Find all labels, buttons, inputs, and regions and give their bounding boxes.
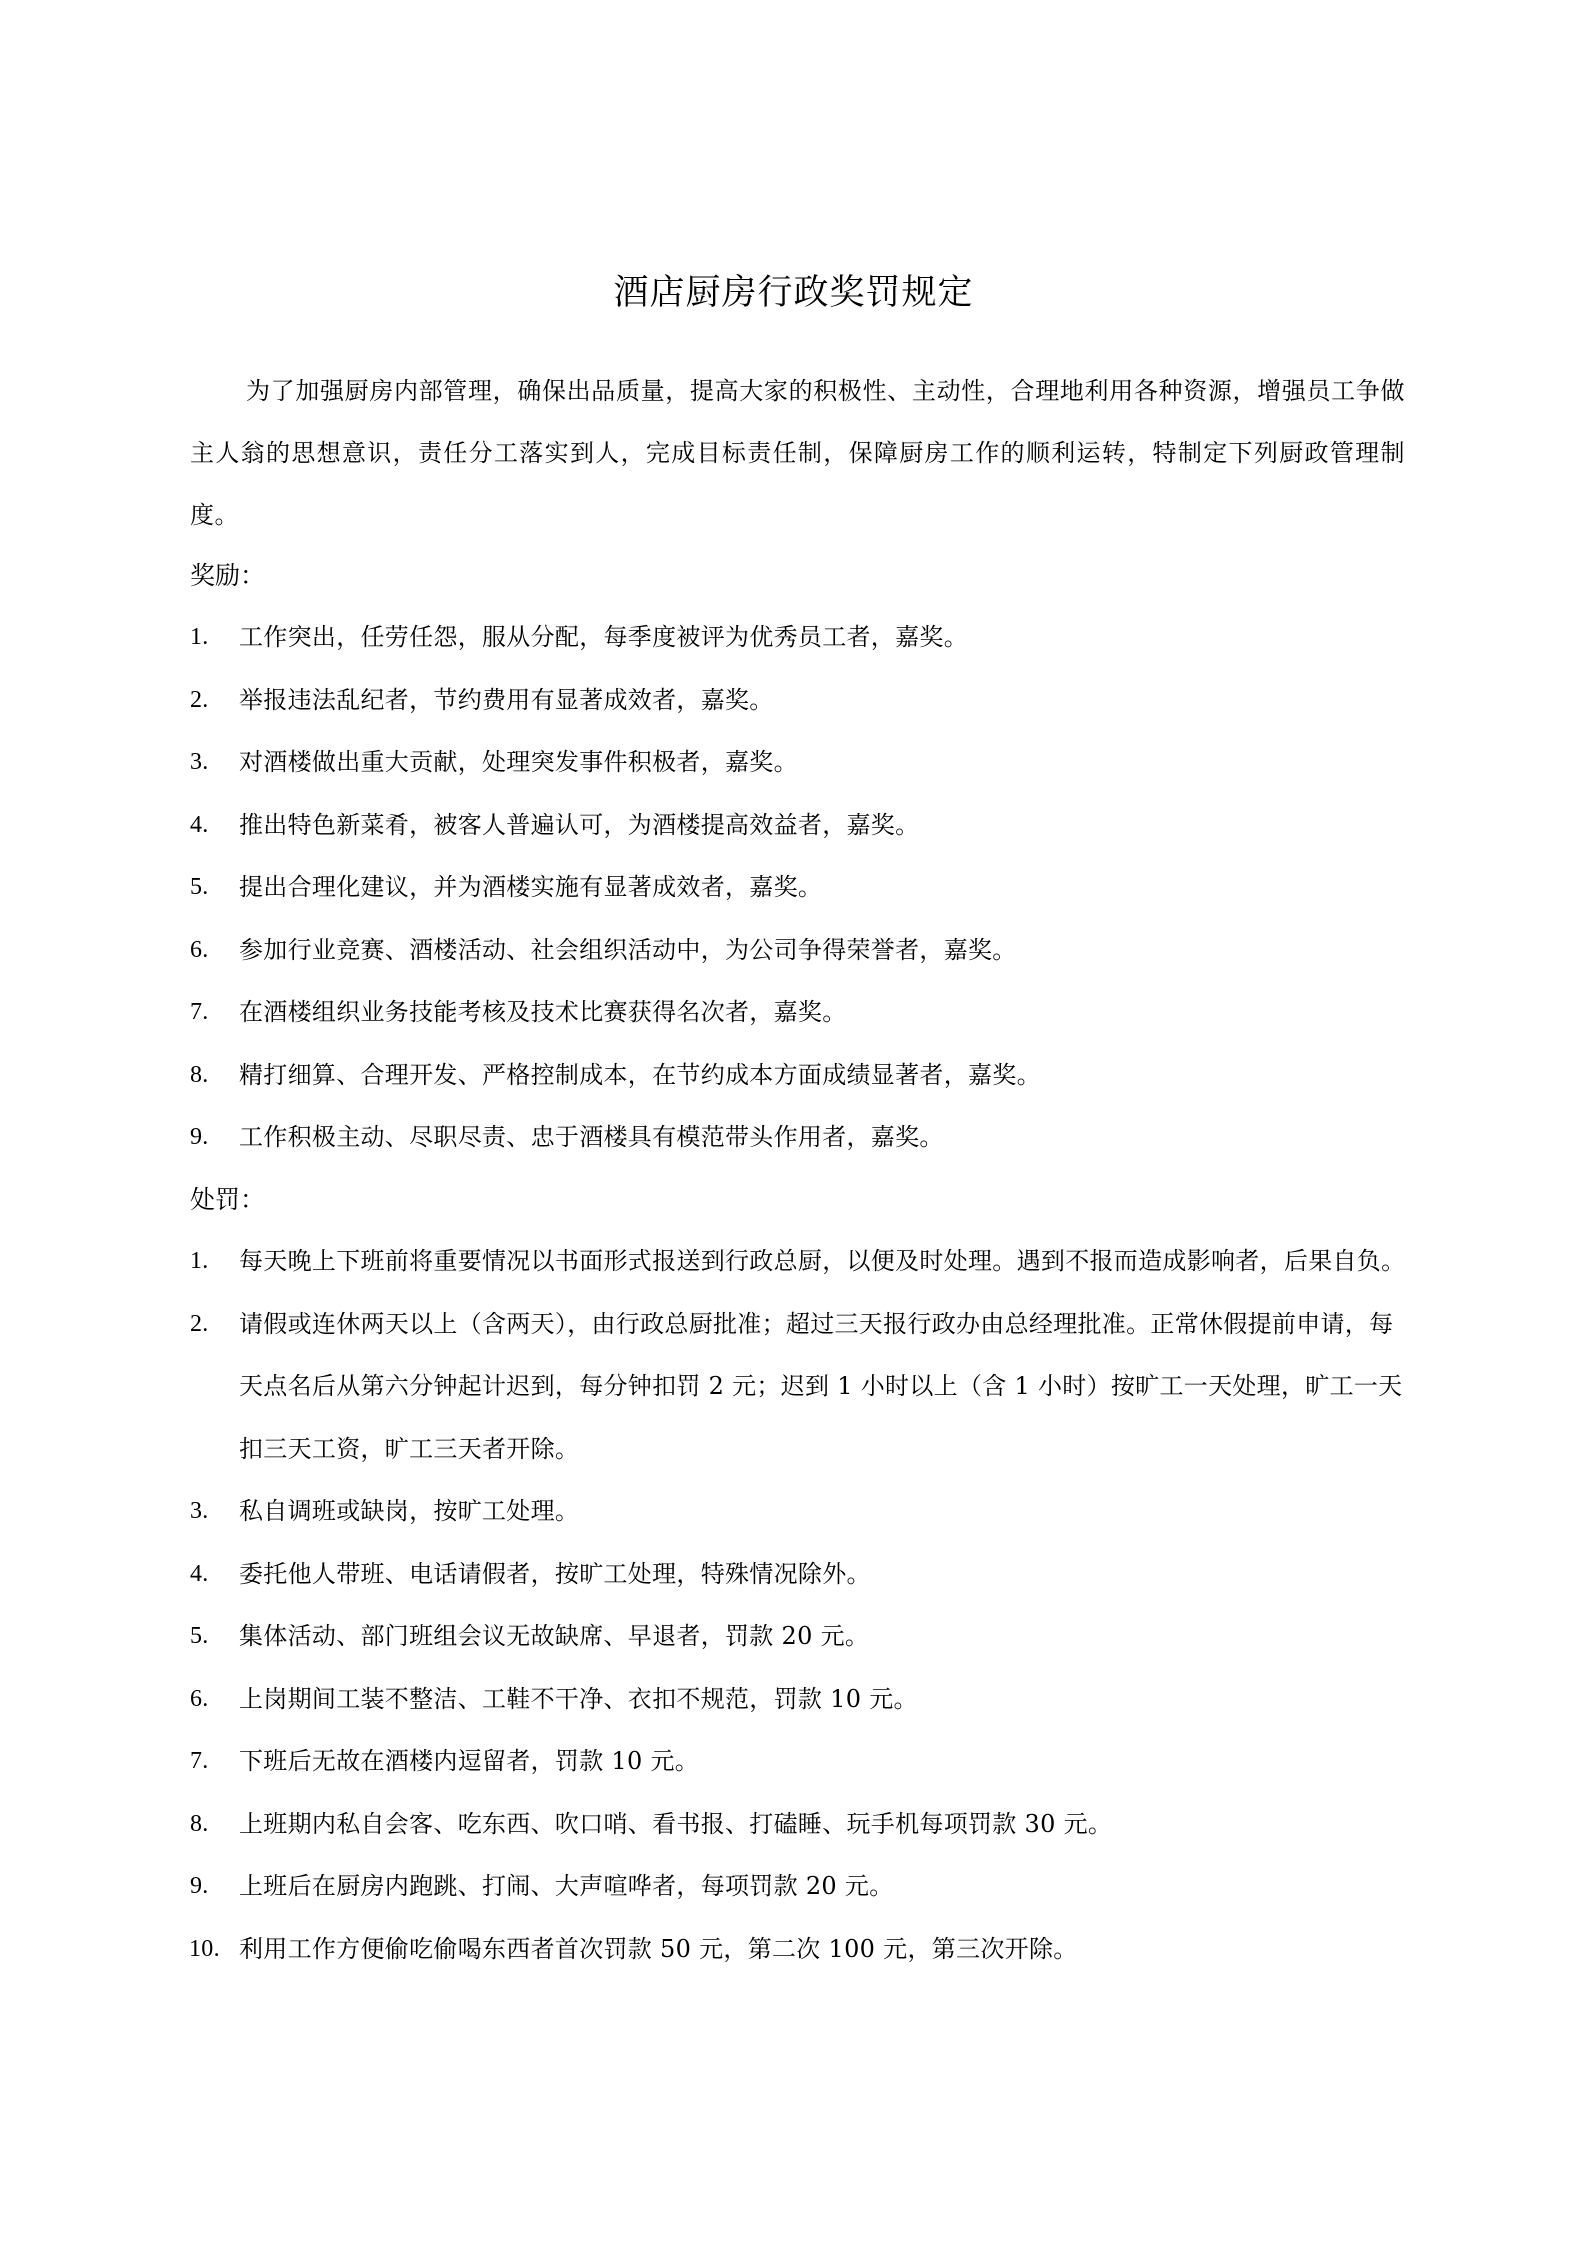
list-item: [190, 1044, 1410, 1107]
item-number: 5.: [190, 874, 209, 900]
item-number: 8.: [190, 1810, 209, 1837]
item-text: 集体活动、部门班组会议无故缺席、早退者，罚款 20 元。: [239, 1622, 870, 1650]
item-number: 4.: [190, 811, 209, 838]
penalties-heading: 处罚：: [190, 1185, 266, 1214]
list-item: [190, 1480, 1410, 1543]
item-text: 上班期内私自会客、吃东西、吹口哨、看书报、打磕睡、玩手机每项罚款 30 元。: [239, 1809, 1113, 1838]
list-item: [190, 1605, 1410, 1668]
list-item: [190, 1730, 1410, 1793]
item-text: 上班后在厨房内跑跳、打闹、大声喧哗者，每项罚款 20 元。: [239, 1872, 894, 1900]
intro-paragraph: 为了加强厨房内部管理，确保出品质量，提高大家的积极性、主动性，合理地利用各种资源，增强员工争做主人翁的思想意识，责任分工落实到人，完成目标责任制，保障厨房工作的顺利运转，特制定下列厨政管理制度。: [190, 377, 1405, 529]
list-item: [190, 606, 1410, 669]
list-item: [190, 1230, 1410, 1293]
item-text: 推出特色新菜肴，被客人普遍认可，为酒楼提高效益者，嘉奖。: [239, 810, 920, 839]
list-item: [190, 1543, 1410, 1606]
item-number: 9.: [190, 1124, 209, 1150]
list-item: [190, 1793, 1410, 1856]
item-number: 9.: [190, 1873, 209, 1899]
list-item: [190, 669, 1410, 732]
item-number: 6.: [190, 1685, 209, 1712]
item-number: 3.: [190, 749, 209, 775]
list-item: [190, 981, 1410, 1044]
item-text: 每天晚上下班前将重要情况以书面形式报送到行政总厨，以便及时处理。遇到不报而造成影响者，后果自负。: [239, 1247, 1406, 1275]
item-text: 举报违法乱纪者，节约费用有显著成效者，嘉奖。: [239, 685, 774, 714]
rewards-list: [190, 606, 1410, 1169]
item-text: 参加行业竞赛、酒楼活动、社会组织活动中，为公司争得荣誉者，嘉奖。: [239, 935, 1017, 964]
item-text: 委托他人带班、电话请假者，按旷工处理，特殊情况除外。: [239, 1559, 871, 1588]
item-number: 8.: [190, 1061, 209, 1088]
rewards-heading: 奖励：: [190, 561, 266, 590]
item-number: 1.: [190, 1248, 209, 1274]
item-text: 工作突出，任劳任怨，服从分配，每季度被评为优秀员工者，嘉奖。: [239, 623, 968, 651]
item-number: 10.: [189, 1935, 220, 1962]
item-text: 利用工作方便偷吃偷喝东西者首次罚款 50 元，第二次 100 元，第三次开除。: [239, 1934, 1078, 1963]
document-title: 酒店厨房行政奖罚规定: [613, 273, 974, 313]
list-item: [190, 1668, 1410, 1731]
item-number: 4.: [190, 1560, 209, 1587]
item-text: 上岗期间工装不整洁、工鞋不干净、衣扣不规范，罚款 10 元。: [239, 1684, 918, 1713]
item-text: 精打细算、合理开发、严格控制成本，在节约成本方面成绩显著者，嘉奖。: [239, 1060, 1041, 1089]
list-item: [190, 1106, 1410, 1169]
item-text: 私自调班或缺岗，按旷工处理。: [239, 1497, 580, 1525]
list-item: [190, 1855, 1410, 1918]
item-number: 2.: [190, 686, 209, 713]
list-item: [190, 731, 1410, 794]
item-number: 7.: [190, 1748, 209, 1774]
item-text: 下班后无故在酒楼内逗留者，罚款 10 元。: [239, 1747, 700, 1775]
item-number: 6.: [190, 936, 209, 963]
item-text: 工作积极主动、尽职尽责、忠于酒楼具有模范带头作用者，嘉奖。: [239, 1123, 944, 1151]
penalties-list: [190, 1230, 1410, 1980]
item-text: 在酒楼组织业务技能考核及技术比赛获得名次者，嘉奖。: [239, 998, 847, 1026]
list-item: [190, 856, 1410, 919]
item-number: 3.: [190, 1498, 209, 1524]
list-item: [190, 919, 1410, 982]
item-text: 提出合理化建议，并为酒楼实施有显著成效者，嘉奖。: [239, 873, 823, 901]
item-number: 5.: [190, 1623, 209, 1649]
list-item: [190, 794, 1410, 857]
item-text: 请假或连休两天以上（含两天），由行政总厨批准；超过三天报行政办由总经理批准。正常休假提前申请，每天点名后从第六分钟起计迟到，每分钟扣罚 2 元；迟到 1 小时以上（含 1 小时）按旷工一天处理，旷工一天扣三天工资，旷工三天者开除。: [239, 1309, 1403, 1463]
list-item: [190, 1293, 1410, 1481]
item-number: 1.: [190, 624, 209, 650]
list-item: [190, 1918, 1410, 1981]
item-text: 对酒楼做出重大贡献，处理突发事件积极者，嘉奖。: [239, 748, 798, 776]
item-number: 7.: [190, 999, 209, 1025]
item-number: 2.: [190, 1310, 209, 1337]
